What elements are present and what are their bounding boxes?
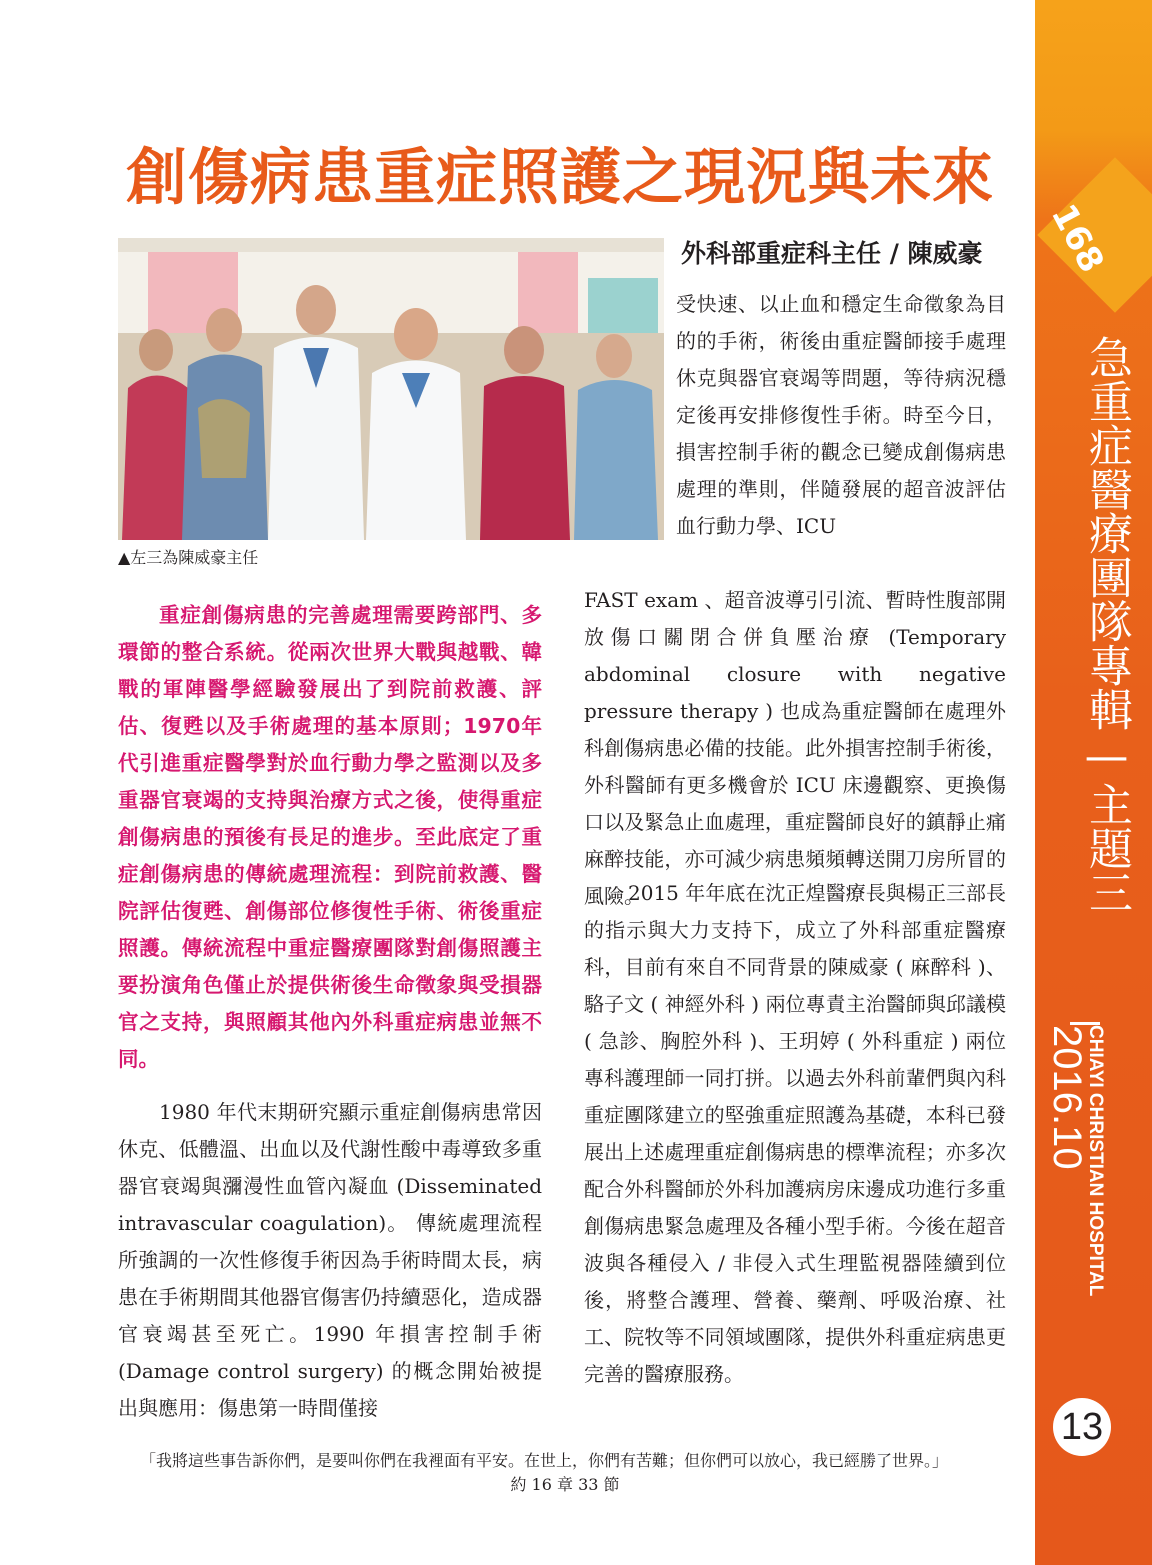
body-paragraph-right-top: 受快速、以止血和穩定生命徵象為目的的手術，術後由重症醫師接手處理休克與器官衰竭等問題，等待病況穩定後再安排修復性手術。時至今日，損害控制手術的觀念已變成創傷病患處理的準則，伴隨發展的超音波評估血行動力學、ICU	[676, 292, 1006, 538]
footer-scripture-reference: 約 16 章 33 節	[510, 1475, 620, 1494]
body-paragraph-left: 1980 年代末期研究顯示重症創傷病患常因休克、低體溫、出血以及代謝性酸中毒導致多重器官衰竭與瀰漫性血管內凝血 (Disseminated intravascular coagulation)。 傳統處理流程所強調的一次性修復手術因為手術時間太長，病患在手術期間其他器官傷害仍持續惡化，造成器官衰竭甚至死亡。1990 年損害控制手術 (Damage control surgery) 的概念開始被提出與應用：傷患第一時間僅接	[118, 1100, 542, 1420]
issue-number: 168	[1042, 197, 1112, 280]
page-number-badge	[1053, 1398, 1111, 1456]
team-photo	[118, 238, 664, 540]
team-photo-illustration	[118, 238, 664, 540]
article-author: 外科部重症科主任 / 陳威豪	[681, 239, 983, 268]
article-title: 創傷病患重症照護之現況與未來	[126, 142, 995, 213]
section-vertical-title: 急重症醫療團隊專輯—主題三	[1081, 335, 1132, 914]
hospital-name: CHIAYI CHRISTIAN HOSPITAL	[1085, 1025, 1106, 1297]
intro-paragraph: 重症創傷病患的完善處理需要跨部門、多環節的整合系統。從兩次世界大戰與越戰、韓戰的軍陣醫學經驗發展出了到院前救護、評估、復甦以及手術處理的基本原則；1970年代引進重症醫學對於血行動力學之監測以及多重器官衰竭的支持與治療方式之後，使得重症創傷病患的預後有長足的進步。至此底定了重症創傷病患的傳統處理流程：到院前救護、醫院評估復甦、創傷部位修復性手術、術後重症照護。傳統流程中重症醫療團隊對創傷照護主要扮演角色僅止於提供術後生命徵象與受損器官之支持，與照顧其他內外科重症病患並無不同。	[118, 603, 542, 1071]
footer-scripture-quote: 「我將這些事告訴你們，是要叫你們在我裡面有平安。在世上，你們有苦難；但你們可以放心，我已經勝了世界。」	[140, 1451, 949, 1470]
issue-date: 2016.10	[1045, 1025, 1089, 1170]
page-number: 13	[1060, 1406, 1104, 1448]
body-paragraph-right-continued: FAST exam 、超音波導引引流、暫時性腹部開放傷口關閉合併負壓治療 (Temporary abdominal closure with negative pressure therapy ) 也成為重症醫師在處理外科創傷病患必備的技能。此外損害控制手術後，外科醫師有更多機會於 ICU 床邊觀察、更換傷口以及緊急止血處理，重症醫師良好的鎮靜止痛麻醉技能，亦可減少病患頻頻轉送開刀房所冒的風險。	[584, 588, 1006, 908]
body-paragraph-right-2: 2015 年年底在沈正煌醫療長與楊正三部長的指示與大力支持下，成立了外科部重症醫療科，目前有來自不同背景的陳威豪 ( 麻醉科 )、駱子文 ( 神經外科 ) 兩位專責主治醫師與邱議模 ( 急診、胸腔外科 )、王玥婷 ( 外科重症 ) 兩位專科護理師一同打拼。以過去外科前輩們與內科重症團隊建立的堅強重症照護為基礎，本科已發展出上述處理重症創傷病患的標準流程；亦多次配合外科醫師於外科加護病房床邊成功進行多重創傷病患緊急處理及各種小型手術。今後在超音波與各種侵入 / 非侵入式生理監視器陸續到位後，將整合護理、營養、藥劑、呼吸治療、社工、院牧等不同領域團隊，提供外科重症病患更完善的醫療服務。	[584, 881, 1006, 1386]
photo-caption: ▲左三為陳威豪主任	[118, 548, 259, 567]
